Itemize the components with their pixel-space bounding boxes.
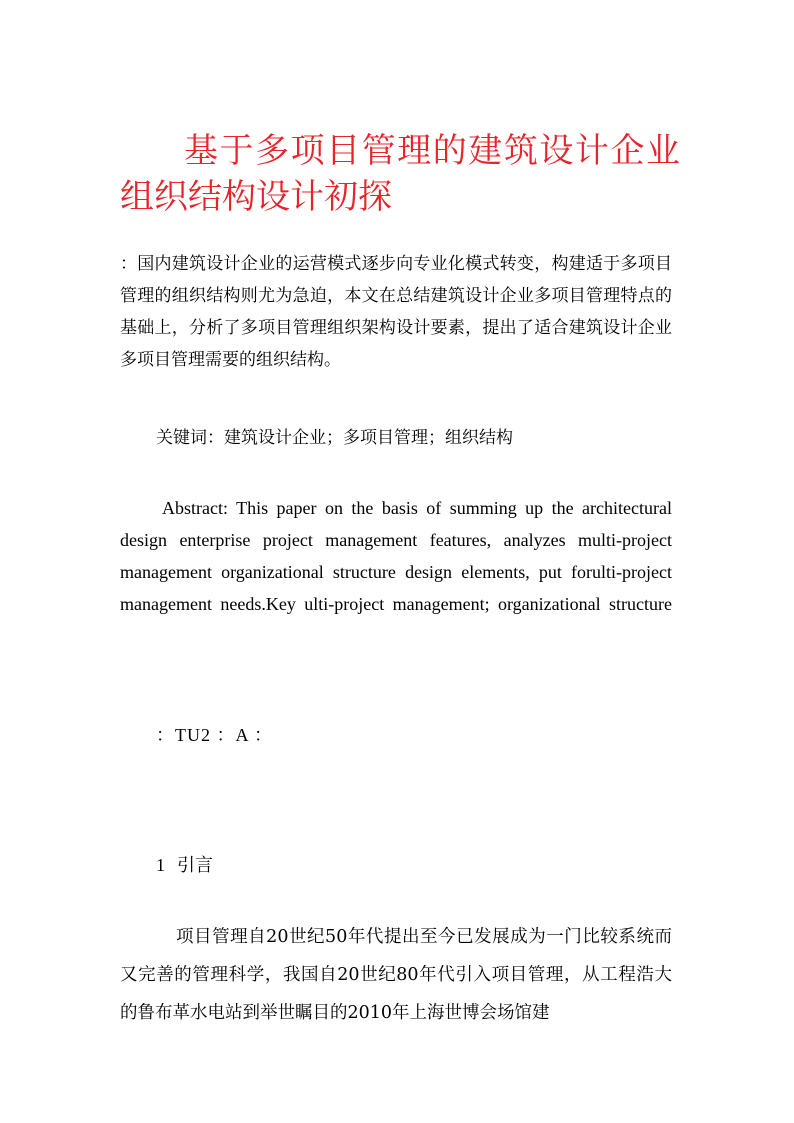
section-heading — [156, 850, 213, 881]
chinese-abstract: ：国内建筑设计企业的运营模式逐步向专业化模式转变，构建适于多项目管理的组织结构则尤为急迫，本文在总结建筑设计企业多项目管理特点的基础上，分析了多项目管理组织架构设计要素，提出了适合建筑设计企业多项目管理需要的组织结构。 — [120, 254, 672, 370]
keywords-line: 关键词：建筑设计企业；多项目管理；组织结构 — [156, 428, 513, 448]
classification-line: ：TU2 ：A ： — [156, 725, 273, 745]
document-title: 基于多项目管理的建筑设计企业组织结构设计初探 — [120, 131, 680, 217]
english-abstract: Abstract: This paper on the basis of summing up the architectural design enterprise project management features, analyzes multi-project management organizational structure design elements, put forulti-project management needs.Key ulti-project management; organizational structure — [120, 498, 672, 614]
body-paragraph: 项目管理自20世纪50年代提出至今已发展成为一门比较系统而又完善的管理科学，我国自20世纪80年代引入项目管理，从工程浩大的鲁布革水电站到举世瞩目的2010年上海世博会场馆建 — [120, 927, 672, 1023]
section-number: 1 — [156, 855, 165, 875]
section-title: 引言 — [177, 855, 213, 876]
